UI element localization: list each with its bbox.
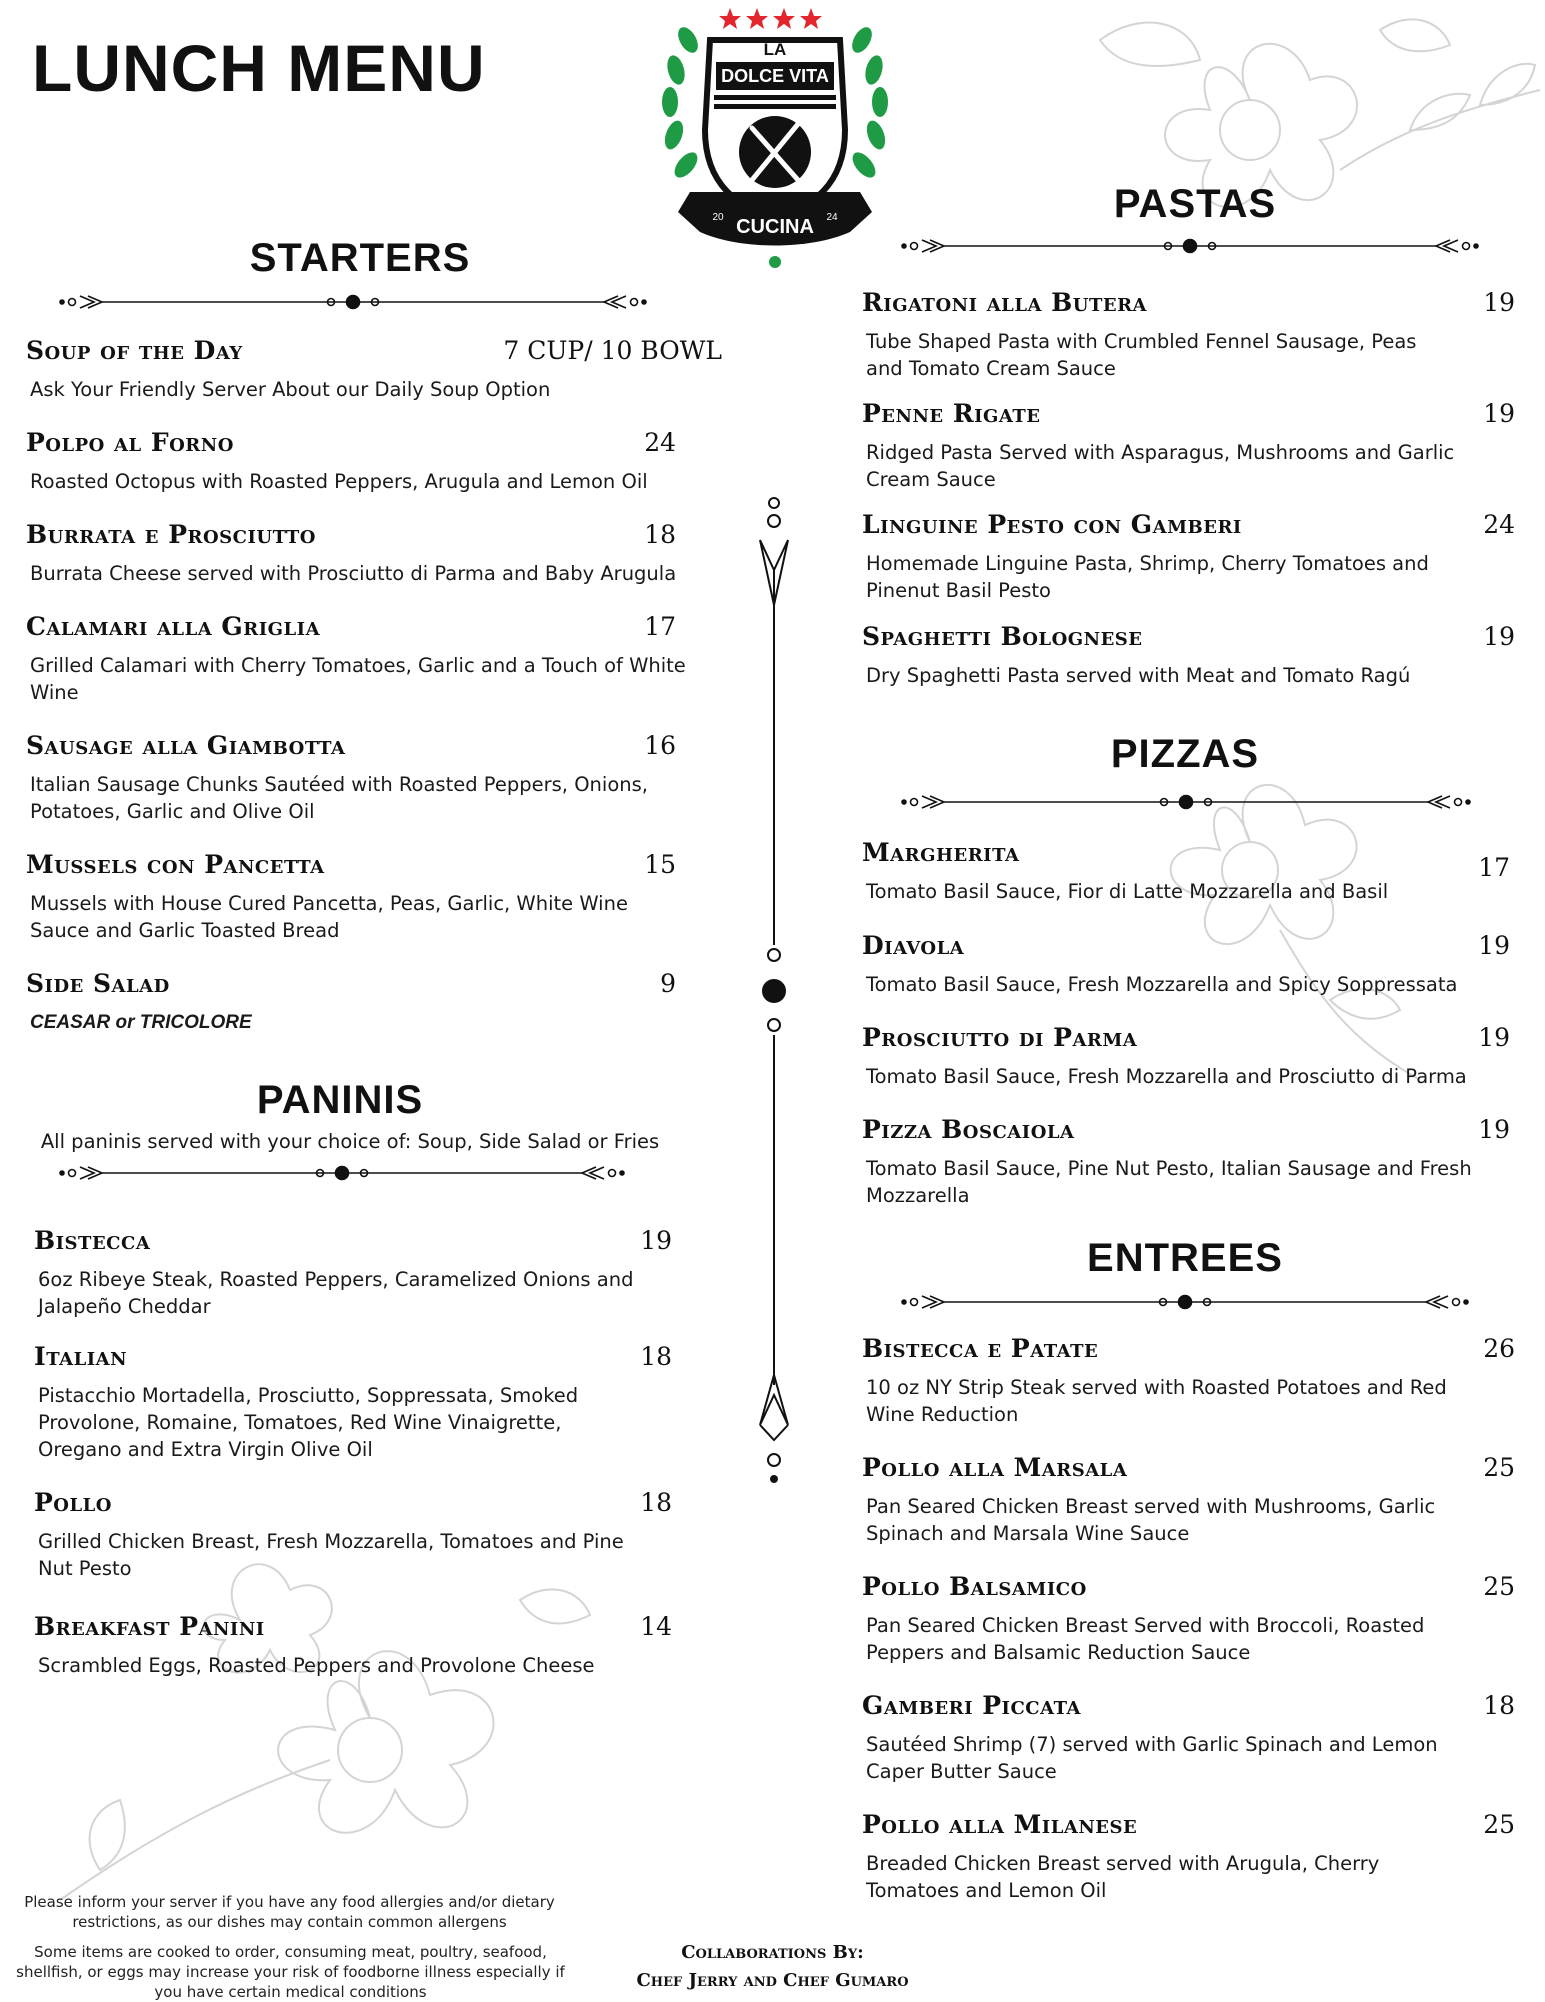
paninis-subtitle: All paninis served with your choice of: Soup, Side Salad or Fries: [40, 1130, 660, 1153]
menu-item-description: Breaded Chicken Breast served with Arugula, Cherry Tomatoes and Lemon Oil: [866, 1852, 1380, 1902]
logo-name: DOLCE VITA: [721, 66, 829, 86]
menu-item-name: Linguine Pesto con Gamberi: [862, 510, 1242, 539]
pastas-heading: PASTAS: [1113, 182, 1277, 226]
menu-item-name: Bistecca e Patate: [862, 1334, 1099, 1363]
star-icon: [719, 8, 822, 29]
allergy-note: Please inform your server if you have any food allergies and/or dietary restrictions, as our dishes may contain common allergens: [24, 1893, 555, 1931]
menu-item-description: Tomato Basil Sauce, Fior di Latte Mozzarella and Basil: [866, 880, 1389, 903]
menu-item-description: 6oz Ribeye Steak, Roasted Peppers, Caramelized Onions and Jalapeño Cheddar: [38, 1268, 634, 1318]
menu-item-price: 19: [1483, 288, 1515, 317]
menu-item-name: Mussels con Pancetta: [26, 850, 325, 879]
menu-item-name: Gamberi Piccata: [862, 1691, 1081, 1720]
menu-item-price: 17: [1478, 853, 1510, 882]
logo-year-left: 20: [712, 212, 724, 223]
menu-item-description: Homemade Linguine Pasta, Shrimp, Cherry Tomatoes and Pinenut Basil Pesto: [866, 552, 1429, 602]
menu-item-name: Sausage alla Giambotta: [26, 731, 346, 760]
menu-item-description: Italian Sausage Chunks Sautéed with Roasted Peppers, Onions, Potatoes, Garlic and Olive Oil: [30, 773, 648, 823]
pastas-ornament: [900, 231, 1480, 261]
menu-item-price: 19: [1478, 1115, 1510, 1144]
menu-item-price: 25: [1483, 1453, 1515, 1482]
menu-item-description: Pistacchio Mortadella, Prosciutto, Soppressata, Smoked Provolone, Romaine, Tomatoes, Red Wine Vinaigrette, Oregano and Extra Virgin Olive Oil: [38, 1384, 579, 1461]
menu-item-name: Prosciutto di Parma: [862, 1023, 1138, 1052]
vertical-divider: [752, 495, 802, 1485]
restaurant-logo: [650, 0, 900, 275]
collaborations-title: Collaborations By:: [681, 1942, 864, 1963]
menu-item-price: 24: [644, 428, 676, 457]
menu-item-price: 16: [644, 731, 676, 760]
starters-heading: STARTERS: [249, 236, 471, 280]
cooked-to-order-note: Some items are cooked to order, consuming meat, poultry, seafood, shellfish, or eggs may increase your risk of foodborne illness especially if you have certain medical conditions: [16, 1943, 565, 2001]
menu-item-name: Italian: [34, 1342, 128, 1371]
pizzas-ornament: [900, 787, 1472, 817]
menu-item-name: Pizza Boscaiola: [862, 1115, 1075, 1144]
menu-item-name: Side Salad: [26, 969, 170, 998]
menu-item-name: Pollo alla Milanese: [862, 1810, 1138, 1839]
paninis-heading: PANINIS: [256, 1078, 424, 1122]
menu-item-description: Grilled Chicken Breast, Fresh Mozzarella, Tomatoes and Pine Nut Pesto: [38, 1530, 624, 1580]
menu-item-price: 17: [644, 612, 676, 641]
menu-item-description: Tube Shaped Pasta with Crumbled Fennel Sausage, Peas and Tomato Cream Sauce: [866, 330, 1417, 380]
menu-item-description: Tomato Basil Sauce, Pine Nut Pesto, Italian Sausage and Fresh Mozzarella: [866, 1157, 1472, 1207]
menu-item-price: 24: [1483, 510, 1515, 539]
menu-item-price: 25: [1483, 1810, 1515, 1839]
menu-item-name: Diavola: [862, 931, 965, 960]
menu-item-description: Roasted Octopus with Roasted Peppers, Arugula and Lemon Oil: [30, 470, 648, 493]
menu-item-description: Sautéed Shrimp (7) served with Garlic Spinach and Lemon Caper Butter Sauce: [866, 1733, 1438, 1783]
menu-item-price: 14: [640, 1612, 672, 1641]
menu-item-description: CEASAR or TRICOLORE: [30, 1012, 252, 1033]
menu-item-name: Penne Rigate: [862, 399, 1041, 428]
menu-item-name: Burrata e Prosciutto: [26, 520, 316, 549]
menu-item-price: 19: [1483, 399, 1515, 428]
menu-item-price: 19: [1478, 931, 1510, 960]
menu-item-price: 9: [660, 969, 676, 998]
menu-item-name: Soup of the Day: [26, 336, 243, 365]
menu-item-name: Bistecca: [34, 1226, 151, 1255]
logo-ribbon: CUCINA: [736, 216, 814, 238]
menu-item-name: Breakfast Panini: [34, 1612, 265, 1641]
menu-item-name: Polpo al Forno: [26, 428, 234, 457]
menu-item-description: Tomato Basil Sauce, Fresh Mozzarella and Prosciutto di Parma: [866, 1065, 1467, 1088]
chef-credits: Chef Jerry and Chef Gumaro: [636, 1970, 909, 1991]
menu-item-name: Calamari alla Griglia: [26, 612, 321, 641]
menu-item-description: 10 oz NY Strip Steak served with Roasted Potatoes and Red Wine Reduction: [866, 1376, 1447, 1426]
menu-item-price: 26: [1483, 1334, 1515, 1363]
menu-item-price: 19: [640, 1226, 672, 1255]
menu-item-description: Pan Seared Chicken Breast served with Mushrooms, Garlic Spinach and Marsala Wine Sauce: [866, 1495, 1436, 1545]
menu-item-name: Pollo Balsamico: [862, 1572, 1087, 1601]
menu-item-price: 18: [1483, 1691, 1515, 1720]
menu-item-description: Dry Spaghetti Pasta served with Meat and Tomato Ragú: [866, 664, 1411, 687]
starters-ornament: [58, 287, 648, 317]
menu-item-description: Ask Your Friendly Server About our Daily Soup Option: [30, 378, 551, 401]
menu-item-description: Ridged Pasta Served with Asparagus, Mushrooms and Garlic Cream Sauce: [866, 441, 1455, 491]
menu-item-price: 7 CUP/ 10 BOWL: [503, 336, 722, 365]
menu-item-price: 18: [640, 1342, 672, 1371]
menu-title: LUNCH MENU: [32, 31, 486, 105]
menu-item-name: Pollo alla Marsala: [862, 1453, 1128, 1482]
menu-item-description: Mussels with House Cured Pancetta, Peas, Garlic, White Wine Sauce and Garlic Toasted Bread: [30, 892, 628, 942]
menu-item-name: Rigatoni alla Butera: [862, 288, 1148, 317]
menu-item-name: Pollo: [34, 1488, 112, 1517]
menu-item-price: 18: [644, 520, 676, 549]
entrees-heading: ENTREES: [1087, 1236, 1283, 1280]
menu-item-description: Tomato Basil Sauce, Fresh Mozzarella and Spicy Soppressata: [866, 973, 1458, 996]
menu-item-description: Grilled Calamari with Cherry Tomatoes, Garlic and a Touch of White Wine: [30, 654, 686, 704]
entrees-ornament: [900, 1287, 1470, 1317]
menu-item-description: Burrata Cheese served with Prosciutto di Parma and Baby Arugula: [30, 562, 677, 585]
menu-item-price: 15: [644, 850, 676, 879]
menu-item-price: 25: [1483, 1572, 1515, 1601]
menu-item-name: Margherita: [862, 838, 1020, 867]
menu-item-price: 19: [1483, 622, 1515, 651]
menu-item-price: 19: [1478, 1023, 1510, 1052]
paninis-ornament: [58, 1158, 626, 1188]
menu-item-description: Scrambled Eggs, Roasted Peppers and Provolone Cheese: [38, 1654, 595, 1677]
logo-top-text: LA: [763, 40, 787, 59]
menu-item-description: Pan Seared Chicken Breast Served with Broccoli, Roasted Peppers and Balsamic Reduction Sauce: [866, 1614, 1425, 1664]
menu-item-name: Spaghetti Bolognese: [862, 622, 1143, 651]
logo-year-right: 24: [826, 212, 838, 223]
menu-item-price: 18: [640, 1488, 672, 1517]
pizzas-heading: PIZZAS: [1110, 732, 1260, 776]
